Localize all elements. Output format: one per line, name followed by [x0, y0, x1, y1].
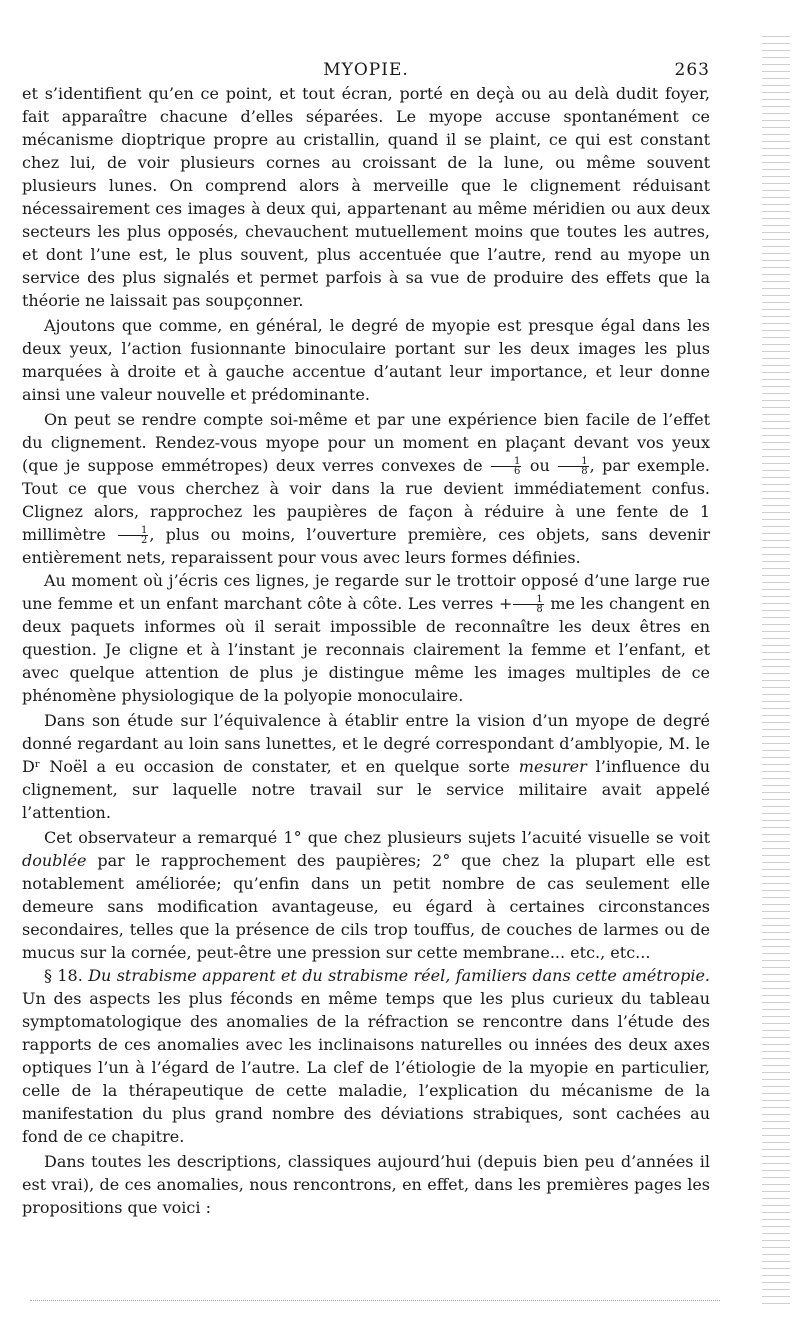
- paragraph-2: Ajoutons que comme, en général, le degré de myopie est presque égal dans les deux yeux, l’action fusionnante binoculaire portant sur les deux images les plus marquées à droite et à gauche accentue d’autant leur importance, et leur donne ainsi une valeur nouvelle et prédominante.: [22, 316, 710, 404]
- fraction-one-eighth: $\frac{1}{8}$: [558, 457, 588, 476]
- paragraph-4: Au moment où j’écris ces lignes, je regarde sur le trottoir opposé d’une large rue une femme et un enfant marchant côte à côte. Les verres + $\frac{1}{8}$ me les changent en deux paquets informes où il serait impossible de reconnaître les deux êtres en question. Je cligne et à l’instant je reconnais clairement la femme et l’enfant, et avec quelque attention de plus je distingue même les images multiples de ce phénomène physiologique de la polyopie monoculaire.: [22, 571, 711, 705]
- italic-doublee: doublée: [22, 851, 87, 870]
- running-header: [22, 60, 710, 80]
- scan-bottom-artifact: [30, 1300, 720, 1304]
- paragraph-8: Dans toutes les descriptions, classiques aujourd’hui (depuis bien peu d’années il est vrai), de ces anomalies, nous rencontrons, en effet, dans les premières pages les propositions que voici :: [22, 1152, 710, 1217]
- body-text: [22, 82, 710, 1219]
- section-mark: § 18.: [44, 966, 83, 985]
- fraction-one-sixth: $\frac{1}{6}$: [491, 457, 521, 476]
- paragraph-3: On peut se rendre compte soi-même et par une expérience bien facile de l’effet du clignement. Rendez-vous myope pour un moment en plaçant devant vos yeux (que je suppose emmétropes) deux verres convexes de $\frac{1}{6}$ ou $\frac{1}{8}$ , par exemple. Tout ce que vous cherchez à voir dans la rue devient immédiatement confus. Clignez alors, rapprochez les paupières de façon à réduire à une fente de 1 millimètre $\frac{1}{2}$ , plus ou moins, l’ouverture première, ces objets, sans devenir entièrement nets, reparaissent pour vous avec leurs formes définies.: [22, 410, 710, 567]
- book-page: [22, 60, 710, 1219]
- paragraph-section-18: § 18. Du strabisme apparent et du strabisme réel, familiers dans cette amétropie. Un des aspects les plus féconds en même temps que les plus curieux du tableau symptomatologique des anomalies de la réfraction se rencontre dans l’étude des rapports de ces anomalies avec les inclinaisons naturelles ou innées des deux axes optiques l’un à l’égard de l’autre. La clef de l’étiologie de la myopie en particulier, celle de la thérapeutique de cette maladie, l’explication du mécanisme de la manifestation du plus grand nombre des déviations strabiques, sont cachées au fond de ce chapitre.: [22, 966, 710, 1146]
- section-title: Du strabisme apparent et du strabisme réel, familiers dans cette amétropie.: [82, 966, 710, 985]
- running-title: MYOPIE.: [323, 60, 409, 80]
- paragraph-6: Cet observateur a remarqué 1° que chez plusieurs sujets l’acuité visuelle se voit doublée par le rapprochement des paupières; 2° que chez la plupart elle est notablement améliorée; qu’enfin dans un petit nombre de cas seulement elle demeure sans modification avantageuse, eu égard à certaines circonstances secondaires, telles que la présence de cils trop touffus, de couches de larmes ou de mucus sur la cornée, peut-être une pression sur cette membrane... etc., etc...: [22, 828, 710, 962]
- page-number: 263: [674, 60, 710, 80]
- fraction-one-eighth-lens: $\frac{1}{8}$: [513, 595, 543, 614]
- fraction-one-half: $\frac{1}{2}$: [118, 526, 148, 545]
- paragraph-1: et s’identifient qu’en ce point, et tout écran, porté en deçà ou au delà dudit foyer, fait apparaître chacune d’elles séparées. Le myope accuse spontanément ce mécanisme dioptrique propre au cristallin, quand il se plaint, ce qui est constant chez lui, de voir plusieurs cornes au croissant de la lune, ou même souvent plusieurs lunes. On comprend alors à merveille que le clignement réduisant nécessairement ces images à deux qui, appartenant au même méridien ou aux deux secteurs les plus opposés, chevauchent mutuellement moins que toutes les autres, et dont l’une est, le plus souvent, plus accentuée que l’autre, rend au myope un service des plus signalés et permet parfois à sa vue de produire des effets que la théorie ne laissait pas soupçonner.: [22, 84, 710, 310]
- italic-mesurer: mesurer: [518, 757, 587, 776]
- scan-edge-artifact: [762, 30, 790, 1310]
- paragraph-5: Dans son étude sur l’équivalence à établir entre la vision d’un myope de degré donné regardant au loin sans lunettes, et le degré correspondant d’amblyopie, M. le Dʳ Noël a eu occasion de constater, et en quelque sorte mesurer l’influence du clignement, sur laquelle notre travail sur le service militaire avait appelé l’attention.: [22, 711, 711, 822]
